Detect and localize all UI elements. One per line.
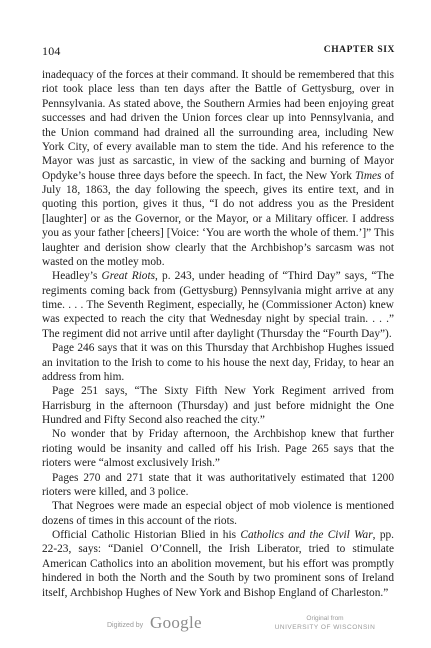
text-run: Official Catholic Historian Blied in his [52,529,241,541]
text-run: of July 18, 1863, the day following the speech, gives its entire text, and in quoting this portion, gives it thus, “I do not address you as the President [laughter] or as the Governor, or the Mayor, or a Military officer. I address you as your father [cheers] [Voice: ‘You are worth the whole of them.’]” This laughter and derision show clearly that the Archbishop’s sarcasm was not wasted on the motley mob. [42,169,394,268]
paragraph [42,269,394,341]
text-run: , pp. 22-23, says: “Daniel O’Connell, the Irish Liberator, tried to stimulate American Catholics into an abolition movement, but his effort was promptly hindered in both the North and the South by two prominent sons of Ireland itself, Archbishop Hughes of New York and Bishop England of Charleston.” [42,529,394,599]
paragraph [42,471,394,500]
paragraph [42,341,394,384]
scan-footer [0,614,431,642]
original-source [255,614,395,632]
italic-title: Catholics and the Civil War [240,529,373,541]
text-run: , p. 243, under heading of “Third Day” says, “The regiments coming back from (Gettysburg) Pennsylvania might arrive at any time. . . . The Seventh Regiment, especially, he (Commissioner Acton) knew was expected to reach the city that Wednesday night by special train. . . .” The regiment did not arrive until after daylight (Thursday the “Fourth Day”). [42,270,394,340]
text-run: That Negroes were made an especial object of mob violence is mentioned dozens of times in this account of the riots. [42,500,394,527]
running-head [42,44,395,58]
page-number: 104 [42,44,61,58]
text-run: Page 251 says, “The Sixty Fifth New York Regiment arrived from Harrisburg in the afternoon (Thursday) and just before midnight the One Hundred and Fifty Second also reached the city.” [42,385,394,426]
text-run: Pages 270 and 271 state that it was authoritatively estimated that 1200 rioters were killed, and 3 police. [42,471,394,498]
text-run: No wonder that by Friday afternoon, the Archbishop knew that further rioting would be insanity and called off his Irish. Page 265 says that the rioters were “almost exclusively Irish.” [42,428,394,470]
paragraph [42,427,394,470]
original-from-label: Original from [306,615,344,622]
paragraph [42,384,394,427]
body-text [42,68,394,600]
paragraph [42,528,394,600]
chapter-title: CHAPTER SIX [323,45,395,55]
paragraph [42,499,394,528]
digitized-by-label: Digitized by [107,622,144,629]
italic-title: Times [354,169,382,182]
text-run: Page 246 says that it was on this Thursday that Archbishop Hughes issued an invitation to the Irish to come to his house the next day, Friday, to hear an address from him. [42,342,394,383]
text-run: inadequacy of the forces at their command. It should be remembered that this riot took place less than ten days after the Battle of Gettysburg, over in Pennsylvania. As stated above, the Southern Armies had been enjoying great successes and had driven the Union forces clear up into Pennsylvania, and the Union command had drained all the surrounding area, including New York City, of every available man to stem the tide. And his reference to the Mayor was just as sarcastic, in view of the sacking and burning of Mayor Opdyke’s house three days before the speech. In fact, the New York [42,69,394,182]
text-run: Headley’s [52,270,102,283]
google-logo: Google [150,613,202,632]
italic-title: Great Riots [101,270,156,283]
paragraph [42,68,394,269]
university-label: UNIVERSITY OF WISCONSIN [274,624,376,631]
